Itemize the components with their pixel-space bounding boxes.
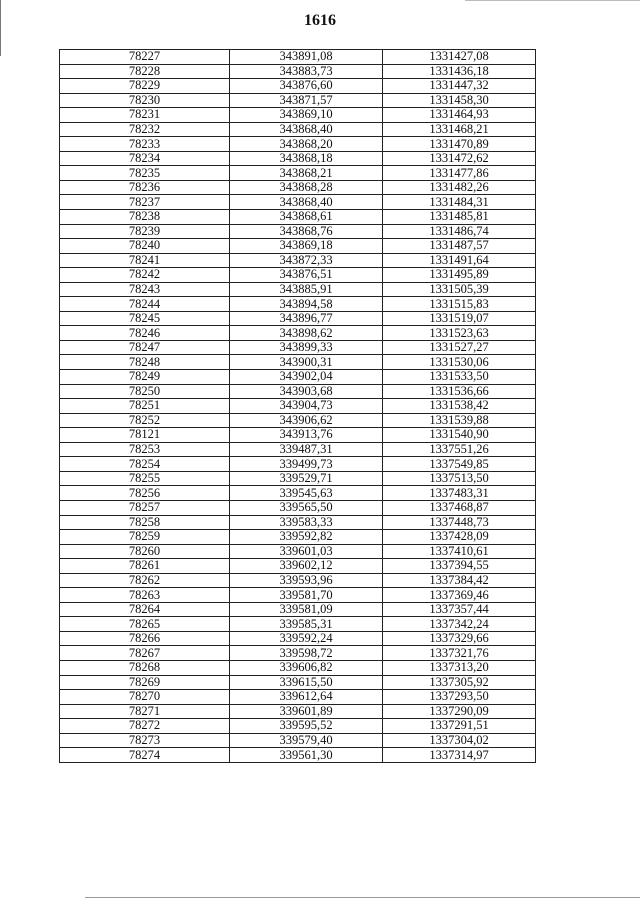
y-coordinate-cell: 1337549,85	[383, 457, 536, 472]
x-coordinate-cell: 339565,50	[230, 500, 383, 515]
table-row	[60, 64, 536, 79]
y-coordinate-cell: 1337513,50	[383, 471, 536, 486]
point-number-cell: 78267	[60, 646, 230, 661]
x-coordinate-cell: 343869,10	[230, 108, 383, 123]
point-number-cell: 78263	[60, 588, 230, 603]
table-row	[60, 384, 536, 399]
point-number-cell: 78230	[60, 93, 230, 108]
table-row	[60, 704, 536, 719]
y-coordinate-cell: 1331538,42	[383, 399, 536, 414]
point-number-cell: 78232	[60, 122, 230, 137]
y-coordinate-cell: 1331527,27	[383, 340, 536, 355]
x-coordinate-cell: 343883,73	[230, 64, 383, 79]
table-row	[60, 602, 536, 617]
point-number-cell: 78242	[60, 268, 230, 283]
point-number-cell: 78248	[60, 355, 230, 370]
y-coordinate-cell: 1331436,18	[383, 64, 536, 79]
table-row	[60, 180, 536, 195]
x-coordinate-cell: 339499,73	[230, 457, 383, 472]
point-number-cell: 78228	[60, 64, 230, 79]
x-coordinate-cell: 343904,73	[230, 399, 383, 414]
point-number-cell: 78258	[60, 515, 230, 530]
point-number-cell: 78268	[60, 660, 230, 675]
y-coordinate-cell: 1331519,07	[383, 311, 536, 326]
x-coordinate-cell: 343868,18	[230, 151, 383, 166]
y-coordinate-cell: 1331482,26	[383, 180, 536, 195]
y-coordinate-cell: 1337290,09	[383, 704, 536, 719]
point-number-cell: 78249	[60, 370, 230, 385]
y-coordinate-cell: 1331427,08	[383, 50, 536, 65]
y-coordinate-cell: 1331487,57	[383, 239, 536, 254]
point-number-cell: 78238	[60, 210, 230, 225]
table-row	[60, 326, 536, 341]
point-number-cell: 78236	[60, 180, 230, 195]
x-coordinate-cell: 343871,57	[230, 93, 383, 108]
y-coordinate-cell: 1337468,87	[383, 500, 536, 515]
x-coordinate-cell: 343868,40	[230, 122, 383, 137]
table-row	[60, 108, 536, 123]
y-coordinate-cell: 1337410,61	[383, 544, 536, 559]
x-coordinate-cell: 343902,04	[230, 370, 383, 385]
x-coordinate-cell: 343872,33	[230, 253, 383, 268]
y-coordinate-cell: 1331505,39	[383, 282, 536, 297]
table-row	[60, 690, 536, 705]
point-number-cell: 78231	[60, 108, 230, 123]
table-row	[60, 166, 536, 181]
x-coordinate-cell: 339561,30	[230, 748, 383, 763]
y-coordinate-cell: 1337369,46	[383, 588, 536, 603]
table-row	[60, 530, 536, 545]
table-row	[60, 733, 536, 748]
x-coordinate-cell: 343903,68	[230, 384, 383, 399]
y-coordinate-cell: 1331485,81	[383, 210, 536, 225]
point-number-cell: 78254	[60, 457, 230, 472]
x-coordinate-cell: 343868,40	[230, 195, 383, 210]
table-row	[60, 253, 536, 268]
point-number-cell: 78259	[60, 530, 230, 545]
table-row	[60, 544, 536, 559]
point-number-cell: 78255	[60, 471, 230, 486]
x-coordinate-cell: 343876,51	[230, 268, 383, 283]
point-number-cell: 78227	[60, 50, 230, 65]
point-number-cell: 78271	[60, 704, 230, 719]
table-row	[60, 151, 536, 166]
table-row	[60, 588, 536, 603]
table-row	[60, 442, 536, 457]
y-coordinate-cell: 1331484,31	[383, 195, 536, 210]
table-row	[60, 210, 536, 225]
scan-edge-top	[465, 0, 640, 1]
y-coordinate-cell: 1331447,32	[383, 79, 536, 94]
x-coordinate-cell: 343868,20	[230, 137, 383, 152]
point-number-cell: 78257	[60, 500, 230, 515]
y-coordinate-cell: 1337384,42	[383, 573, 536, 588]
point-number-cell: 78273	[60, 733, 230, 748]
table-row	[60, 748, 536, 763]
table-row	[60, 268, 536, 283]
table-row	[60, 486, 536, 501]
point-number-cell: 78264	[60, 602, 230, 617]
table-row	[60, 399, 536, 414]
x-coordinate-cell: 343868,28	[230, 180, 383, 195]
scan-edge-bottom	[85, 897, 640, 898]
y-coordinate-cell: 1331464,93	[383, 108, 536, 123]
table-row	[60, 617, 536, 632]
table-row	[60, 631, 536, 646]
y-coordinate-cell: 1331530,06	[383, 355, 536, 370]
y-coordinate-cell: 1331533,50	[383, 370, 536, 385]
y-coordinate-cell: 1337357,44	[383, 602, 536, 617]
point-number-cell: 78247	[60, 340, 230, 355]
point-number-cell: 78252	[60, 413, 230, 428]
point-number-cell: 78246	[60, 326, 230, 341]
table-row	[60, 573, 536, 588]
coordinates-table	[59, 49, 536, 763]
point-number-cell: 78245	[60, 311, 230, 326]
x-coordinate-cell: 339545,63	[230, 486, 383, 501]
y-coordinate-cell: 1331477,86	[383, 166, 536, 181]
x-coordinate-cell: 339529,71	[230, 471, 383, 486]
point-number-cell: 78274	[60, 748, 230, 763]
page-number: 1616	[304, 12, 336, 29]
x-coordinate-cell: 343899,33	[230, 340, 383, 355]
table-row	[60, 646, 536, 661]
point-number-cell: 78237	[60, 195, 230, 210]
y-coordinate-cell: 1331536,66	[383, 384, 536, 399]
y-coordinate-cell: 1337551,26	[383, 442, 536, 457]
table-row	[60, 559, 536, 574]
table-row	[60, 239, 536, 254]
x-coordinate-cell: 343894,58	[230, 297, 383, 312]
y-coordinate-cell: 1337448,73	[383, 515, 536, 530]
y-coordinate-cell: 1331523,63	[383, 326, 536, 341]
point-number-cell: 78269	[60, 675, 230, 690]
point-number-cell: 78256	[60, 486, 230, 501]
y-coordinate-cell: 1331472,62	[383, 151, 536, 166]
point-number-cell: 78243	[60, 282, 230, 297]
x-coordinate-cell: 339601,89	[230, 704, 383, 719]
point-number-cell: 78239	[60, 224, 230, 239]
x-coordinate-cell: 339615,50	[230, 675, 383, 690]
x-coordinate-cell: 339592,82	[230, 530, 383, 545]
x-coordinate-cell: 343869,18	[230, 239, 383, 254]
y-coordinate-cell: 1331515,83	[383, 297, 536, 312]
y-coordinate-cell: 1331468,21	[383, 122, 536, 137]
table-row	[60, 457, 536, 472]
x-coordinate-cell: 339593,96	[230, 573, 383, 588]
y-coordinate-cell: 1337304,02	[383, 733, 536, 748]
point-number-cell: 78253	[60, 442, 230, 457]
y-coordinate-cell: 1337483,31	[383, 486, 536, 501]
y-coordinate-cell: 1337305,92	[383, 675, 536, 690]
y-coordinate-cell: 1337314,97	[383, 748, 536, 763]
x-coordinate-cell: 339581,09	[230, 602, 383, 617]
point-number-cell: 78266	[60, 631, 230, 646]
x-coordinate-cell: 343898,62	[230, 326, 383, 341]
point-number-cell: 78244	[60, 297, 230, 312]
y-coordinate-cell: 1337293,50	[383, 690, 536, 705]
table-row	[60, 719, 536, 734]
x-coordinate-cell: 343868,61	[230, 210, 383, 225]
y-coordinate-cell: 1337291,51	[383, 719, 536, 734]
table-row	[60, 340, 536, 355]
x-coordinate-cell: 339579,40	[230, 733, 383, 748]
x-coordinate-cell: 339612,64	[230, 690, 383, 705]
point-number-cell: 78233	[60, 137, 230, 152]
table-row	[60, 224, 536, 239]
x-coordinate-cell: 339598,72	[230, 646, 383, 661]
point-number-cell: 78240	[60, 239, 230, 254]
y-coordinate-cell: 1331486,74	[383, 224, 536, 239]
table-row	[60, 297, 536, 312]
point-number-cell: 78251	[60, 399, 230, 414]
x-coordinate-cell: 343891,08	[230, 50, 383, 65]
y-coordinate-cell: 1331491,64	[383, 253, 536, 268]
point-number-cell: 78261	[60, 559, 230, 574]
y-coordinate-cell: 1337321,76	[383, 646, 536, 661]
y-coordinate-cell: 1331539,88	[383, 413, 536, 428]
point-number-cell: 78265	[60, 617, 230, 632]
x-coordinate-cell: 343896,77	[230, 311, 383, 326]
y-coordinate-cell: 1337428,09	[383, 530, 536, 545]
x-coordinate-cell: 339601,03	[230, 544, 383, 559]
y-coordinate-cell: 1337329,66	[383, 631, 536, 646]
point-number-cell: 78272	[60, 719, 230, 734]
x-coordinate-cell: 339487,31	[230, 442, 383, 457]
table-row	[60, 355, 536, 370]
x-coordinate-cell: 343906,62	[230, 413, 383, 428]
point-number-cell: 78121	[60, 428, 230, 443]
table-row	[60, 311, 536, 326]
point-number-cell: 78262	[60, 573, 230, 588]
table-row	[60, 660, 536, 675]
x-coordinate-cell: 339592,24	[230, 631, 383, 646]
point-number-cell: 78229	[60, 79, 230, 94]
table-row	[60, 282, 536, 297]
y-coordinate-cell: 1331495,89	[383, 268, 536, 283]
x-coordinate-cell: 339583,33	[230, 515, 383, 530]
x-coordinate-cell: 343885,91	[230, 282, 383, 297]
coordinates-table-body	[60, 50, 536, 763]
point-number-cell: 78241	[60, 253, 230, 268]
x-coordinate-cell: 339595,52	[230, 719, 383, 734]
table-row	[60, 50, 536, 65]
point-number-cell: 78250	[60, 384, 230, 399]
y-coordinate-cell: 1337394,55	[383, 559, 536, 574]
table-row	[60, 413, 536, 428]
table-row	[60, 370, 536, 385]
x-coordinate-cell: 343900,31	[230, 355, 383, 370]
x-coordinate-cell: 343868,76	[230, 224, 383, 239]
table-row	[60, 93, 536, 108]
table-row	[60, 195, 536, 210]
x-coordinate-cell: 339585,31	[230, 617, 383, 632]
table-row	[60, 428, 536, 443]
table-row	[60, 500, 536, 515]
x-coordinate-cell: 343868,21	[230, 166, 383, 181]
table-row	[60, 675, 536, 690]
table-row	[60, 137, 536, 152]
table-row	[60, 122, 536, 137]
x-coordinate-cell: 343876,60	[230, 79, 383, 94]
x-coordinate-cell: 343913,76	[230, 428, 383, 443]
point-number-cell: 78234	[60, 151, 230, 166]
x-coordinate-cell: 339602,12	[230, 559, 383, 574]
point-number-cell: 78260	[60, 544, 230, 559]
table-row	[60, 515, 536, 530]
y-coordinate-cell: 1331540,90	[383, 428, 536, 443]
y-coordinate-cell: 1331458,30	[383, 93, 536, 108]
table-row	[60, 79, 536, 94]
y-coordinate-cell: 1337342,24	[383, 617, 536, 632]
y-coordinate-cell: 1337313,20	[383, 660, 536, 675]
point-number-cell: 78270	[60, 690, 230, 705]
point-number-cell: 78235	[60, 166, 230, 181]
y-coordinate-cell: 1331470,89	[383, 137, 536, 152]
table-row	[60, 471, 536, 486]
x-coordinate-cell: 339606,82	[230, 660, 383, 675]
x-coordinate-cell: 339581,70	[230, 588, 383, 603]
